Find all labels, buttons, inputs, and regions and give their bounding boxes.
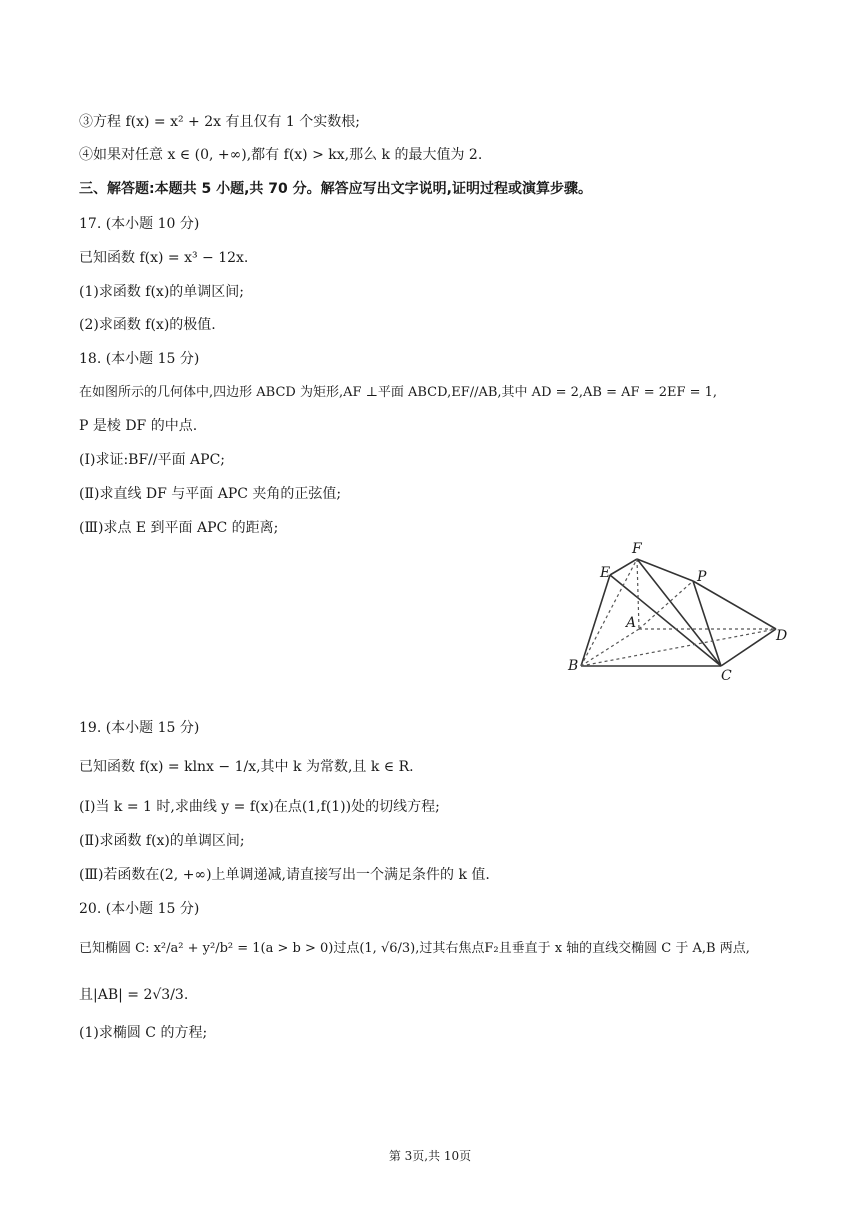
line-1: ③方程 f(x) = x² + 2x 有且仅有 1 个实数根;: [79, 114, 360, 130]
label-P: P: [697, 569, 707, 585]
label-D: D: [776, 628, 788, 644]
label-A: A: [626, 615, 637, 631]
problem-20-stem-1: 已知椭圆 C: x²/a² + y²/b² = 1(a > b > 0)过点(1, √6/3),过其右焦点F₂且垂直于 x 轴的直线交椭圆 C 于 A,B 两点,: [79, 941, 750, 956]
problem-20-part-1: (1)求椭圆 C 的方程;: [79, 1025, 208, 1041]
problem-19-part-3: (Ⅲ)若函数在(2, +∞)上单调递减,请直接写出一个满足条件的 k 值.: [79, 867, 490, 883]
label-C: C: [721, 668, 732, 684]
section-heading: 三、解答题:本题共 5 小题,共 70 分。解答应写出文字说明,证明过程或演算步骤。: [79, 181, 592, 197]
problem-18-part-1: (Ⅰ)求证:BF//平面 APC;: [79, 452, 226, 468]
problem-18-stem-1: 在如图所示的几何体中,四边形 ABCD 为矩形,AF ⊥平面 ABCD,EF//AB,其中 AD = 2,AB = AF = 2EF = 1,: [79, 385, 718, 400]
problem-19-header: 19. (本小题 15 分): [79, 720, 200, 736]
problem-20-header: 20. (本小题 15 分): [79, 901, 200, 917]
problem-17-part-1: (1)求函数 f(x)的单调区间;: [79, 284, 244, 300]
problem-19-part-1: (Ⅰ)当 k = 1 时,求曲线 y = f(x)在点(1,f(1))处的切线方程;: [79, 799, 440, 815]
problem-18-header: 18. (本小题 15 分): [79, 351, 200, 367]
line-2: ④如果对任意 x ∈ (0, +∞),都有 f(x) > kx,那么 k 的最大值为 2.: [79, 147, 483, 163]
page-footer: 第 3页,共 10页: [388, 1149, 472, 1163]
problem-19-part-2: (Ⅱ)求函数 f(x)的单调区间;: [79, 833, 245, 849]
problem-18-part-2: (Ⅱ)求直线 DF 与平面 APC 夹角的正弦值;: [79, 486, 342, 502]
problem-17-stem: 已知函数 f(x) = x³ − 12x.: [79, 250, 249, 266]
problem-18-part-3: (Ⅲ)求点 E 到平面 APC 的距离;: [79, 520, 279, 536]
geometry-figure: [560, 538, 810, 688]
problem-18-stem-2: P 是棱 DF 的中点.: [79, 418, 198, 434]
label-E: E: [600, 565, 611, 581]
problem-17-header: 17. (本小题 10 分): [79, 216, 200, 232]
problem-17-part-2: (2)求函数 f(x)的极值.: [79, 317, 216, 333]
label-F: F: [632, 541, 642, 557]
problem-20-stem-2: 且|AB| = 2√3/3.: [79, 987, 189, 1003]
label-B: B: [568, 658, 579, 674]
problem-19-stem: 已知函数 f(x) = klnx − 1/x,其中 k 为常数,且 k ∈ R.: [79, 759, 414, 775]
